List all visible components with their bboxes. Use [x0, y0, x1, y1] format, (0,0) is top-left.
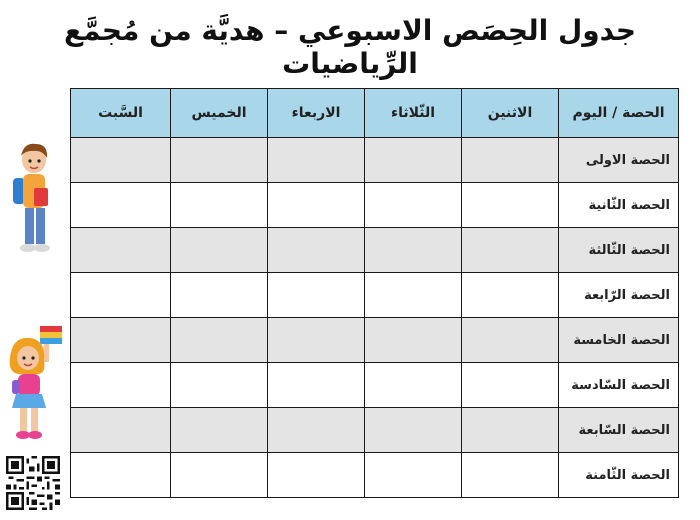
day-header-thursday: الخميس	[171, 89, 268, 138]
schedule-cell[interactable]	[462, 183, 559, 228]
schedule-cell[interactable]	[462, 408, 559, 453]
period-label: الحصة السّابعة	[559, 408, 679, 453]
schedule-cell[interactable]	[462, 453, 559, 498]
period-label: الحصة الثّالثة	[559, 228, 679, 273]
schedule-cell[interactable]	[71, 453, 171, 498]
schedule-cell[interactable]	[268, 408, 365, 453]
header-corner: الحصة / اليوم	[559, 89, 679, 138]
schedule-cell[interactable]	[462, 318, 559, 363]
schedule-cell[interactable]	[71, 273, 171, 318]
schedule-cell[interactable]	[268, 183, 365, 228]
schedule-cell[interactable]	[365, 228, 462, 273]
day-header-tuesday: الثّلاثاء	[365, 89, 462, 138]
table-row	[71, 318, 679, 363]
schedule-cell[interactable]	[171, 318, 268, 363]
table-row	[71, 408, 679, 453]
boy-student-illustration	[8, 138, 60, 256]
period-label: الحصة الثّامنة	[559, 453, 679, 498]
qr-code	[6, 456, 60, 510]
header-row	[71, 89, 679, 138]
girl-student-illustration	[4, 322, 66, 442]
schedule-cell[interactable]	[171, 138, 268, 183]
table-row	[71, 228, 679, 273]
schedule-cell[interactable]	[71, 363, 171, 408]
schedule-cell[interactable]	[71, 408, 171, 453]
period-label: الحصة الخامسة	[559, 318, 679, 363]
schedule-cell[interactable]	[462, 228, 559, 273]
schedule-table	[70, 88, 679, 498]
day-header-monday: الاثنين	[462, 89, 559, 138]
schedule-cell[interactable]	[171, 453, 268, 498]
schedule-cell[interactable]	[365, 318, 462, 363]
table-row	[71, 273, 679, 318]
schedule-cell[interactable]	[365, 408, 462, 453]
table-row	[71, 183, 679, 228]
table-row	[71, 363, 679, 408]
schedule-cell[interactable]	[365, 138, 462, 183]
schedule-cell[interactable]	[365, 273, 462, 318]
period-label: الحصة الاولى	[559, 138, 679, 183]
page-title: جدول الحِصَص الاسبوعي – هديَّة من مُجمَّع الرِّياضيات	[63, 14, 637, 80]
schedule-cell[interactable]	[171, 363, 268, 408]
schedule-cell[interactable]	[462, 363, 559, 408]
schedule-cell[interactable]	[71, 138, 171, 183]
day-header-wednesday: الاربعاء	[268, 89, 365, 138]
schedule-cell[interactable]	[462, 273, 559, 318]
schedule-cell[interactable]	[171, 273, 268, 318]
schedule-cell[interactable]	[71, 318, 171, 363]
schedule-cell[interactable]	[268, 273, 365, 318]
schedule-cell[interactable]	[268, 453, 365, 498]
schedule-cell[interactable]	[268, 228, 365, 273]
schedule-cell[interactable]	[171, 228, 268, 273]
table-row	[71, 453, 679, 498]
schedule-cell[interactable]	[71, 228, 171, 273]
schedule-cell[interactable]	[71, 183, 171, 228]
table-row	[71, 138, 679, 183]
period-label: الحصة الرّابعة	[559, 273, 679, 318]
schedule-cell[interactable]	[462, 138, 559, 183]
schedule-cell[interactable]	[171, 408, 268, 453]
schedule-cell[interactable]	[365, 183, 462, 228]
schedule-cell[interactable]	[268, 138, 365, 183]
period-label: الحصة الثّانية	[559, 183, 679, 228]
day-header-saturday: السَّبت	[71, 89, 171, 138]
schedule-cell[interactable]	[171, 183, 268, 228]
schedule-cell[interactable]	[365, 363, 462, 408]
period-label: الحصة السّادسة	[559, 363, 679, 408]
schedule-cell[interactable]	[268, 318, 365, 363]
schedule-cell[interactable]	[365, 453, 462, 498]
schedule-cell[interactable]	[268, 363, 365, 408]
